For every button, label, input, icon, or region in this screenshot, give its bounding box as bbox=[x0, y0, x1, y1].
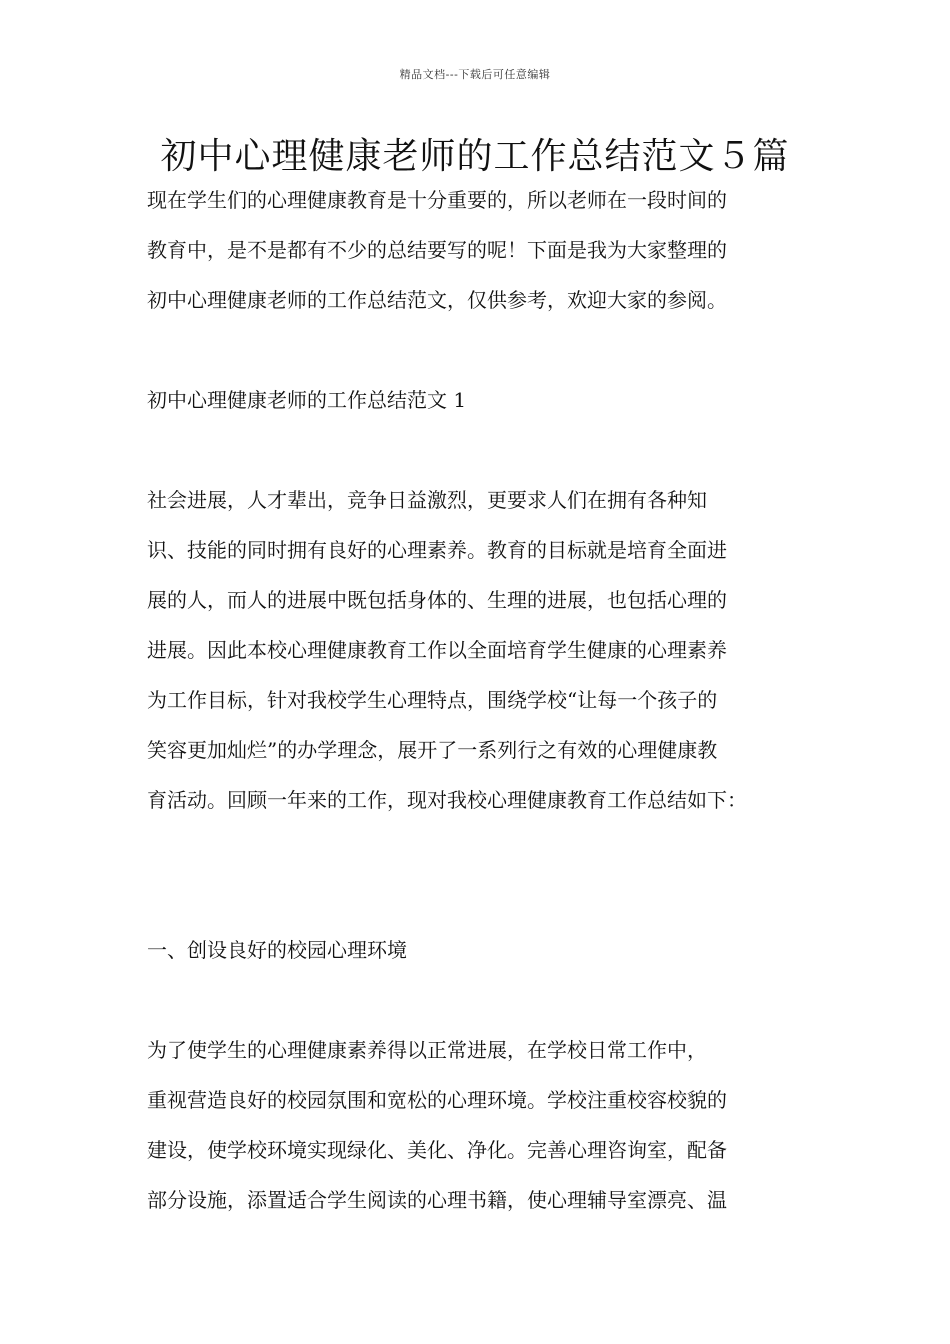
paragraph-2-line-2: 重视营造良好的校园氛围和宽松的心理环境。学校注重校容校貌的 bbox=[147, 1088, 727, 1112]
paragraph-1-line-7: 育活动。回顾一年来的工作，现对我校心理健康教育工作总结如下： bbox=[147, 788, 747, 812]
paragraph-2-line-3: 建设，使学校环境实现绿化、美化、净化。完善心理咨询室，配备 bbox=[147, 1138, 727, 1162]
paragraph-1-line-1: 社会进展，人才辈出，竞争日益激烈，更要求人们在拥有各种知 bbox=[147, 488, 707, 512]
document-title: 初中心理健康老师的工作总结范文５篇 bbox=[160, 136, 790, 177]
intro-line-2: 教育中，是不是都有不少的总结要写的呢！下面是我为大家整理的 bbox=[147, 238, 727, 262]
section-heading-1: 初中心理健康老师的工作总结范文 1 bbox=[147, 388, 467, 412]
paragraph-1-line-5: 为工作目标，针对我校学生心理特点，围绕学校“让每一个孩子的 bbox=[147, 688, 718, 712]
paragraph-2-line-1: 为了使学生的心理健康素养得以正常进展，在学校日常工作中， bbox=[147, 1038, 707, 1062]
paragraph-2-line-4: 部分设施，添置适合学生阅读的心理书籍，使心理辅导室漂亮、温 bbox=[147, 1188, 727, 1212]
paragraph-1-line-2: 识、技能的同时拥有良好的心理素养。教育的目标就是培育全面进 bbox=[147, 538, 727, 562]
subheading-1: 一、创设良好的校园心理环境 bbox=[147, 938, 407, 962]
intro-line-1: 现在学生们的心理健康教育是十分重要的，所以老师在一段时间的 bbox=[147, 188, 727, 212]
header-note: 精品文档---下载后可任意编辑 bbox=[399, 68, 551, 81]
paragraph-1-line-6: 笑容更加灿烂”的办学理念，展开了一系列行之有效的心理健康教 bbox=[147, 738, 718, 762]
paragraph-1-line-3: 展的人，而人的进展中既包括身体的、生理的进展，也包括心理的 bbox=[147, 588, 727, 612]
intro-line-3: 初中心理健康老师的工作总结范文，仅供参考，欢迎大家的参阅。 bbox=[147, 288, 727, 312]
paragraph-1-line-4: 进展。因此本校心理健康教育工作以全面培育学生健康的心理素养 bbox=[147, 638, 727, 662]
